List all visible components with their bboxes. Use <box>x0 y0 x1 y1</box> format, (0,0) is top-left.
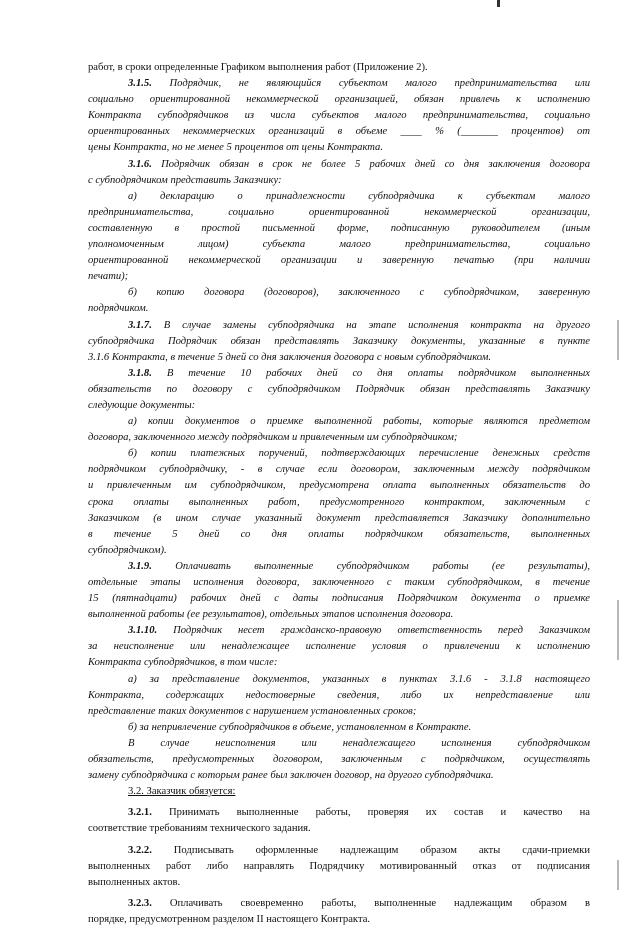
text-line: отдельные этапы исполнения договора, заключенного с таким субподрядчиком, в течение <box>88 577 590 588</box>
clause-number: 3.2.1. <box>128 807 152 819</box>
text-line: б) копию договора (договоров), заключенного с субподрядчиком, заверенную <box>128 287 590 299</box>
text-line: подрядчиком. <box>88 303 149 315</box>
text-line: за неисполнение или ненадлежащее исполнение условия о привлечении к исполнению <box>88 641 590 653</box>
scan-edge <box>617 600 619 660</box>
text-line: Заказчиком (в ином случае указанный документ представляется Заказчику дополнительно <box>88 512 590 524</box>
clause-number: 3.2.2. <box>128 844 152 856</box>
text-line: соответствие требованиям технического задания. <box>88 823 311 835</box>
text-line: 3.1.6. Подрядчик обязан в срок не более 5 рабочих дней со дня заключения договора <box>128 158 590 170</box>
clause-number: 3.1.5. <box>128 78 152 90</box>
text-line: печати); <box>88 271 129 283</box>
text-line: представление таких документов с нарушением установленных сроков; <box>88 705 417 717</box>
text-line: 3.1.6 Контракта, в течение 5 дней со дня заключения договора с новым субподрядчиком. <box>88 351 492 363</box>
text-line: замену субподрядчика с которым ранее был заключен договор, на другого субподрядчика. <box>88 770 494 782</box>
text-line: в течение 5 дней со дня оплаты подрядчиком обязательств, выполненных <box>88 528 590 540</box>
text-line: 3.2. Заказчик обязуется: <box>128 786 236 798</box>
text-line: Контракта субподрядчиков, в том числе: <box>88 657 278 669</box>
clause-number: 3.1.9. <box>128 560 152 572</box>
text-line: и привлеченным им субподрядчиком, предусмотрена оплата выполненных обязательств до <box>88 480 590 492</box>
clause-number: 3.2.3. <box>128 897 152 909</box>
text-line: В случае неисполнения или ненадлежащего исполнения субподрядчиком <box>128 737 590 749</box>
text-line: выполненных работ либо направлять Подрядчику мотивированный отказ от подписания <box>88 860 590 872</box>
document-text <box>88 60 590 928</box>
text-line: цены Контракта, но не менее 5 процентов от цены Контракта. <box>88 142 383 154</box>
text-line: Контракта субподрядчиков из числа субъектов малого предпринимательства, социально <box>88 110 590 122</box>
clause-number: 3.1.6. <box>128 158 152 170</box>
text-line: б) за непривлечение субподрядчиков в объеме, установленном в Контракте. <box>128 721 472 733</box>
text-line: 3.2.2. Подписывать оформленные надлежащим образом акты сдачи-приемки <box>128 844 590 856</box>
text-line: выполненной работы (ее результатов), отдельных этапов исполнения договора. <box>88 609 454 621</box>
text-line: 3.1.8. В течение 10 рабочих дней со дня оплаты подрядчиком выполненных <box>128 367 590 379</box>
text-line: ориентированных некоммерческих организаций в объеме ____ % (_______ процентов) от <box>88 126 590 138</box>
text-line: субподрядчиком). <box>88 544 167 556</box>
text-line: ориентированной некоммерческой организации и заверенную печатью (при наличии <box>88 255 590 267</box>
text-line: составленную в простой письменной форме, подписанную руководителем (иным <box>88 222 590 234</box>
text-line: 3.1.7. В случае замены субподрядчика на этапе исполнения контракта на другого <box>128 319 590 331</box>
text-line: субподрядчика Подрядчик обязан представлять Заказчику документы, указанные в пункте <box>88 335 590 347</box>
text-line: б) копии платежных поручений, подтверждающих перечисление денежных средств <box>128 448 590 460</box>
text-line: договора, заключенного между подрядчиком и привлеченным им субподрядчиком; <box>88 432 458 444</box>
text-line: выполненных актов. <box>88 876 181 888</box>
text-line: 3.1.10. Подрядчик несет гражданско-правовую ответственность перед Заказчиком <box>128 625 590 637</box>
text-line: а) за представление документов, указанных в пунктах 3.1.6 - 3.1.8 настоящего <box>128 673 590 685</box>
text-line: уполномоченным лицом) субъекта малого предпринимательства, социально <box>88 239 590 251</box>
text-line: 3.2.3. Оплачивать своевременно работы, выполненные надлежащим образом в <box>128 897 590 909</box>
text-line: обязательств по договору с субподрядчиком Подрядчик обязан представлять Заказчику <box>88 383 590 395</box>
text-line: подрядчиком субподрядчику, - в случае если договором, заключенным между подрядчиком <box>88 464 590 476</box>
text-line: с субподрядчиком представить Заказчику: <box>88 174 282 186</box>
text-line: срока оплаты выполненных работ, предусмотренного контрактом, заключенным с <box>88 496 590 508</box>
scan-edge <box>617 320 619 360</box>
text-line: а) декларацию о принадлежности субподрядчика к субъектам малого <box>128 190 590 202</box>
text-line: 3.2.1. Принимать выполненные работы, проверяя их состав и качество на <box>128 807 590 819</box>
text-line: следующие документы: <box>88 399 196 411</box>
scan-edge <box>617 860 619 890</box>
text-line: а) копии документов о приемке выполненной работы, которые являются предметом <box>128 416 590 428</box>
text-line: предпринимательства, социально ориентированной некоммерческой организации, <box>88 206 590 218</box>
scan-mark <box>497 0 500 7</box>
text-line: 15 (пятнадцати) рабочих дней с даты подписания Подрядчиком документа о приемке <box>88 593 590 605</box>
clause-number: 3.1.7. <box>128 319 152 331</box>
text-line: обязательств, предусмотренных договором, заключенным с подрядчиком, осуществлять <box>88 754 590 766</box>
text-line: работ, в сроки определенные Графиком выполнения работ (Приложение 2). <box>88 62 428 73</box>
text-line: Контракта, содержащих недостоверные сведения, либо их непредставление или <box>88 689 590 701</box>
text-line: 3.1.9. Оплачивать выполненные субподрядчиком работы (ее результаты), <box>128 560 590 572</box>
text-line: 3.1.5. Подрядчик, не являющийся субъектом малого предпринимательства или <box>128 78 590 90</box>
clause-number: 3.1.8. <box>128 367 152 379</box>
clause-number: 3.1.10. <box>128 625 158 637</box>
text-line: порядке, предусмотренном разделом II настоящего Контракта. <box>88 913 371 925</box>
text-line: социально ориентированной некоммерческой организацией, обязан привлечь к исполнению <box>88 94 590 106</box>
